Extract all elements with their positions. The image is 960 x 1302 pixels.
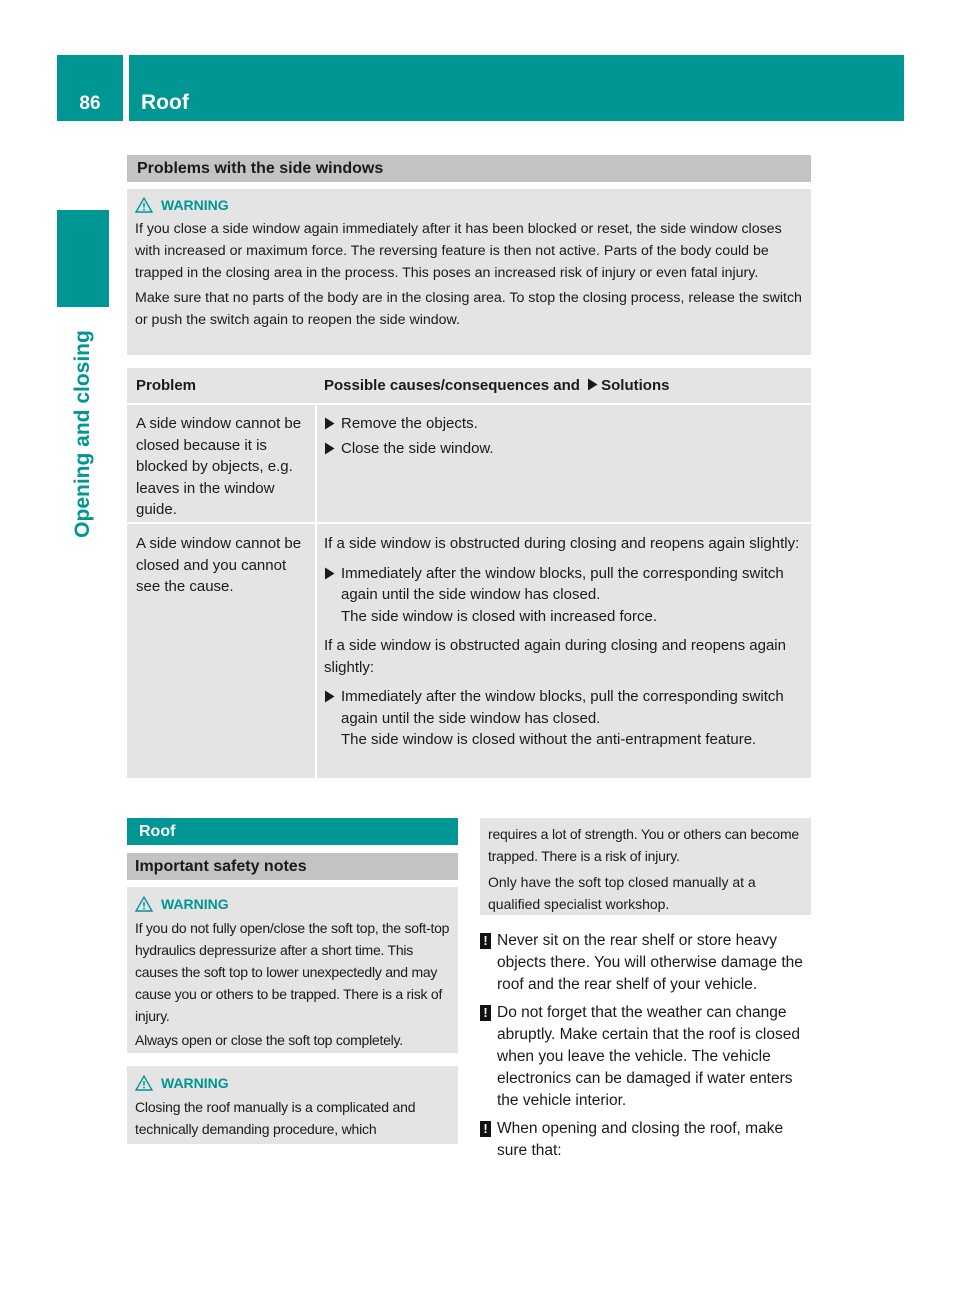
arrow-right-icon bbox=[324, 442, 335, 455]
table-header bbox=[127, 368, 811, 403]
warning-header bbox=[135, 194, 803, 216]
column-header-problem: Problem bbox=[136, 377, 197, 394]
exclamation-icon: ! bbox=[480, 1005, 491, 1021]
table-cell-problem bbox=[127, 405, 315, 522]
side-tab-block bbox=[57, 210, 109, 307]
arrow-right-icon bbox=[324, 690, 335, 703]
warning-text: requires a lot of strength. You or others can become trapped. There is a risk of injury. bbox=[488, 826, 800, 864]
step-item: Remove the objects. bbox=[324, 413, 803, 435]
step-item: Immediately after the window blocks, pull the corresponding switch again until the side window has closed. The side window is closed with increased force. bbox=[324, 563, 803, 628]
step-result: The side window is closed without the anti-entrapment feature. bbox=[341, 731, 757, 748]
column-header-solutions: Possible causes/consequences and Solutions bbox=[324, 377, 670, 394]
arrow-right-icon bbox=[324, 417, 335, 430]
roof-warning-box-2 bbox=[127, 1066, 458, 1144]
roof-warning-box-1 bbox=[127, 887, 458, 1053]
section-header bbox=[129, 55, 904, 121]
problem-text: A side window cannot be closed because it is blocked by objects, e.g. leaves in the window guide. bbox=[136, 415, 302, 518]
warning-text: If you close a side window again immediately after it has been blocked or reset, the side window closes with increased or maximum force. The reversing feature is then not active. Parts of the body could be trapped in the closing area in the process. This poses an increased risk of injury or even fatal injury. bbox=[135, 221, 782, 281]
problem-text: A side window cannot be closed and you cannot see the cause. bbox=[136, 535, 302, 595]
step-item: Close the side window. bbox=[324, 438, 803, 460]
solution-intro: If a side window is obstructed again during closing and reopens again slightly: bbox=[324, 637, 786, 676]
side-windows-heading: Problems with the side windows bbox=[127, 155, 811, 182]
page-number-tab bbox=[57, 55, 123, 121]
note-item: ! Do not forget that the weather can change abruptly. Make certain that the roof is closed when you leave the vehicle. The vehicle electronics can be damaged if water enters the vehicle interior. bbox=[480, 1002, 814, 1112]
warning-label: WARNING bbox=[161, 197, 229, 213]
exclamation-icon: ! bbox=[480, 933, 491, 949]
warning-header bbox=[135, 1072, 452, 1094]
side-windows-warning-box bbox=[127, 189, 811, 355]
side-tab bbox=[57, 316, 109, 551]
arrow-right-icon bbox=[587, 378, 598, 391]
warning-triangle-icon bbox=[135, 1075, 153, 1091]
warning-triangle-icon bbox=[135, 197, 153, 213]
warning-text: Closing the roof manually is a complicated and technically demanding procedure, which bbox=[135, 1099, 416, 1137]
step-result: The side window is closed with increased force. bbox=[341, 607, 657, 625]
safety-notes-heading: Important safety notes bbox=[127, 853, 458, 880]
warning-text: Make sure that no parts of the body are in the closing area. To stop the closing process, release the switch or push the switch again to reopen the side window. bbox=[135, 290, 802, 328]
warning-label: WARNING bbox=[161, 1075, 229, 1091]
table-cell-solution bbox=[317, 524, 811, 778]
warning-triangle-icon bbox=[135, 896, 153, 912]
section-title: Roof bbox=[141, 91, 189, 114]
side-tab-label: Opening and closing bbox=[71, 329, 94, 538]
step-item: Immediately after the window blocks, pull the corresponding switch again until the side window has closed. The side window is closed without the anti-entrapment feature. bbox=[324, 686, 803, 751]
table-cell-solution bbox=[317, 405, 811, 522]
warning-header bbox=[135, 893, 452, 915]
roof-warning-box-2-continued bbox=[480, 818, 811, 915]
note-item: ! When opening and closing the roof, make sure that: bbox=[480, 1118, 814, 1162]
warning-text: Always open or close the soft top completely. bbox=[135, 1032, 403, 1048]
table-cell-problem bbox=[127, 524, 315, 778]
note-item: ! Never sit on the rear shelf or store heavy objects there. You will otherwise damage the roof and the rear shelf of your vehicle. bbox=[480, 930, 814, 996]
roof-heading: Roof bbox=[127, 818, 458, 845]
warning-text: Only have the soft top closed manually at a qualified specialist workshop. bbox=[488, 874, 756, 912]
exclamation-icon: ! bbox=[480, 1121, 491, 1137]
warning-label: WARNING bbox=[161, 896, 229, 912]
roof-notes bbox=[480, 930, 814, 1168]
arrow-right-icon bbox=[324, 567, 335, 580]
warning-text: If you do not fully open/close the soft top, the soft-top hydraulics depressurize after a short time. This causes the soft top to lower unexpectedly and may cause you or others to be trapped. There is a risk of injury. bbox=[135, 920, 450, 1024]
page-number: 86 bbox=[79, 93, 101, 114]
solution-intro: If a side window is obstructed during closing and reopens again slightly: bbox=[324, 535, 800, 552]
